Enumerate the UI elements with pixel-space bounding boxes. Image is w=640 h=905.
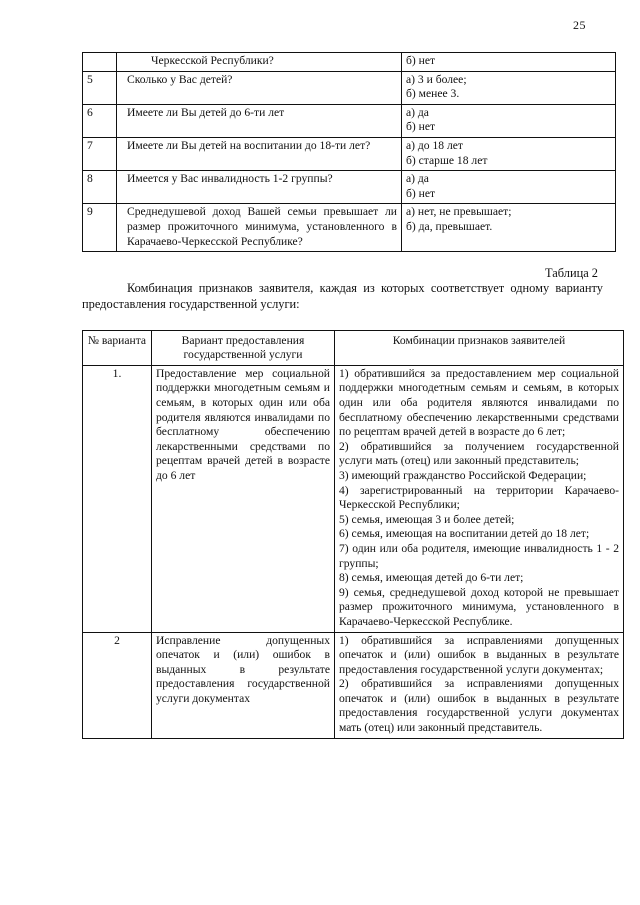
answer-options	[402, 204, 616, 252]
header-number: № варианта	[83, 331, 152, 366]
header-combinations: Комбинации признаков заявителей	[335, 331, 624, 366]
table-row	[83, 104, 616, 137]
answer-options	[402, 53, 616, 72]
answer-option: б) менее 3.	[406, 87, 460, 101]
condition-item: 1) обратившийся за исправлениями допущенных опечаток и (или) ошибок в выданных в результате предоставления государственной услуги документах;	[339, 633, 619, 676]
condition-list	[335, 632, 624, 738]
row-number: 6	[83, 104, 117, 137]
row-number: 7	[83, 137, 117, 170]
question-text: Имеете ли Вы детей до 6-ти лет	[117, 104, 402, 137]
question-text: Среднедушевой доход Вашей семьи превышает ли размер прожиточного минимума, установленного в Карачаево-Черкесской Республике?	[117, 204, 402, 252]
page-number: 25	[573, 18, 586, 32]
answer-option: а) нет, не превышает;	[406, 205, 512, 219]
answer-option: а) 3 и более;	[406, 72, 467, 86]
questions-table	[82, 52, 616, 252]
condition-item: 5) семья, имеющая 3 и более детей;	[339, 512, 515, 526]
header-variant: Вариант предоставления государственной услуги	[152, 331, 335, 366]
table-row	[83, 365, 624, 632]
question-text: Черкесской Республики?	[117, 53, 402, 72]
table-row	[83, 632, 624, 738]
condition-item: 9) семья, среднедушевой доход которой не превышает размер прожиточного минимума, установленного в Карачаево-Черкесской Республике.	[339, 585, 619, 628]
question-text: Имеете ли Вы детей на воспитании до 18-ти лет?	[117, 137, 402, 170]
table-caption: Таблица 2	[545, 266, 598, 280]
table-row	[83, 71, 616, 104]
condition-list	[335, 365, 624, 632]
answer-option: б) нет	[406, 120, 436, 134]
condition-item: 3) имеющий гражданство Российской Федерации;	[339, 468, 587, 482]
answer-options	[402, 171, 616, 204]
answer-option: а) до 18 лет	[406, 138, 463, 152]
variant-description: Предоставление мер социальной поддержки многодетным семьям и семьям, в которых один или оба родителя являются инвалидами по бесплатному обеспечению лекарственными средствами по рецептам врачей детей в возрасте до 6 лет	[152, 365, 335, 632]
condition-item: 4) зарегистрированный на территории Карачаево-Черкесской Республики;	[339, 483, 619, 512]
answer-options	[402, 104, 616, 137]
answer-option: б) нет	[406, 186, 436, 200]
table-row	[83, 171, 616, 204]
table-row	[83, 204, 616, 252]
row-number: 9	[83, 204, 117, 252]
row-number	[83, 53, 117, 72]
table-header-row	[83, 331, 624, 366]
variants-table	[82, 330, 624, 739]
answer-option: б) старше 18 лет	[406, 153, 488, 167]
answer-options	[402, 137, 616, 170]
table-row	[83, 53, 616, 72]
condition-item: 1) обратившийся за предоставлением мер социальной поддержки многодетным семьям и семьям, в которых один или оба родителя являются инвалидами по бесплатному обеспечению лекарственными средствами по рецептам врачей детей в возрасте до 6 лет;	[339, 366, 619, 439]
answer-option: а) да	[406, 172, 429, 186]
condition-item: 6) семья, имеющая на воспитании детей до 18 лет;	[339, 527, 590, 541]
answer-option: б) да, превышает.	[406, 219, 493, 233]
condition-item: 8) семья, имеющая детей до 6-ти лет;	[339, 571, 524, 585]
row-number: 8	[83, 171, 117, 204]
answer-option: а) да	[406, 105, 429, 119]
table-row	[83, 137, 616, 170]
variant-description: Исправление допущенных опечаток и (или) ошибок в выданных в результате предоставления государственной услуги документах	[152, 632, 335, 738]
condition-item: 7) один или оба родителя, имеющие инвалидность 1 - 2 группы;	[339, 541, 619, 570]
row-number: 5	[83, 71, 117, 104]
condition-item: 2) обратившийся за получением государственной услуги мать (отец) или законный представитель;	[339, 439, 619, 468]
question-text: Имеется у Вас инвалидность 1-2 группы?	[117, 171, 402, 204]
condition-item: 2) обратившийся за исправлениями допущенных опечаток и (или) ошибок в выданных в результате предоставления государственной услуги документах мать (отец) или законный представитель.	[339, 677, 619, 735]
variant-number: 2	[83, 632, 152, 738]
answer-option: б) нет	[406, 54, 436, 67]
question-text: Сколько у Вас детей?	[117, 71, 402, 104]
answer-options	[402, 71, 616, 104]
variant-number: 1.	[83, 365, 152, 632]
intro-paragraph: Комбинация признаков заявителя, каждая из которых соответствует одному варианту предоставления государственной услуги:	[82, 281, 603, 312]
